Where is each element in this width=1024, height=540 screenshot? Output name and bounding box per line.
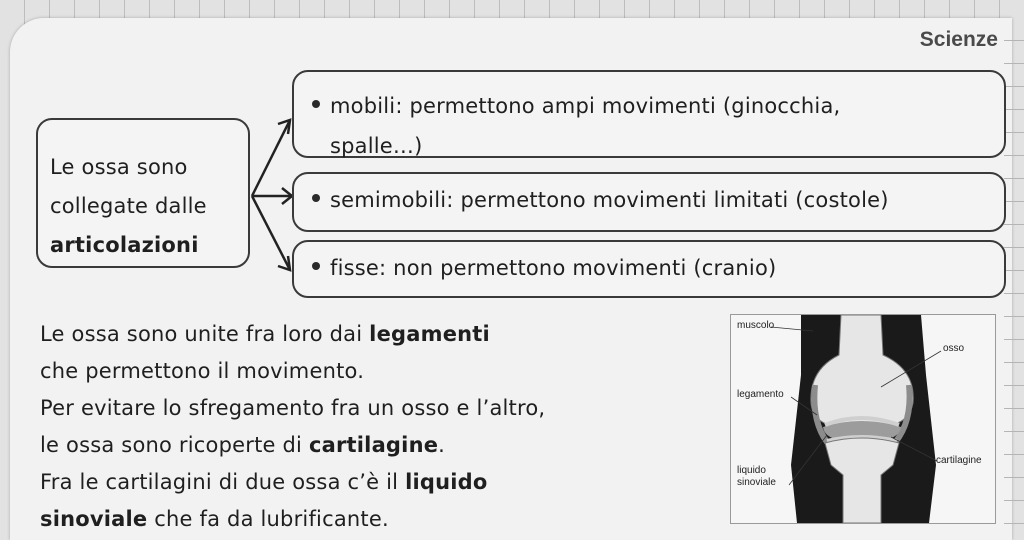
text-line-5: Fra le cartilagini di due ossa c’è il	[40, 470, 406, 494]
page-edge-lines	[1004, 18, 1024, 540]
concept-source-box	[36, 118, 250, 268]
knee-joint-diagram	[730, 314, 996, 524]
term-sinoviale: sinoviale	[40, 507, 148, 531]
bullet-icon	[312, 194, 320, 202]
bullet-icon	[312, 262, 320, 270]
bullet-icon	[312, 100, 320, 108]
source-line-2: collegate dalle	[50, 194, 207, 218]
source-line-3: articolazioni	[50, 233, 199, 257]
text-line-4: le ossa sono ricoperte di	[40, 433, 309, 457]
option-mobili-line1: mobili: permettono ampi movimenti (ginocchia,	[330, 94, 841, 118]
label-legamento: legamento	[737, 389, 784, 400]
text-line-4-end: .	[438, 433, 446, 457]
label-liquido: liquido	[737, 465, 766, 476]
option-fisse-text: fisse: non permettono movimenti (cranio)	[330, 256, 777, 280]
term-cartilagine: cartilagine	[308, 433, 439, 457]
label-muscolo: muscolo	[737, 320, 775, 331]
text-line-3: Per evitare lo sfregamento fra un osso e l’altro,	[40, 396, 546, 420]
label-cartilagine: cartilagine	[936, 455, 982, 466]
option-semimobili	[292, 172, 1006, 232]
label-sinoviale: sinoviale	[737, 477, 776, 488]
text-line-2: che permettono il movimento.	[40, 359, 365, 383]
label-osso: osso	[943, 343, 965, 354]
term-liquido: liquido	[405, 470, 488, 494]
option-fisse	[292, 240, 1006, 298]
option-mobili	[292, 70, 1006, 158]
subject-header: Scienze	[919, 28, 998, 51]
text-line-1: Le ossa sono unite fra loro dai	[40, 322, 370, 346]
body-paragraph	[40, 316, 680, 538]
connector-arrows	[248, 110, 298, 280]
option-semimobili-text: semimobili: permettono movimenti limitati (costole)	[330, 188, 889, 212]
source-line-1: Le ossa sono	[50, 155, 188, 179]
option-mobili-line2: spalle…)	[330, 134, 423, 158]
text-line-6: che fa da lubrificante.	[147, 507, 389, 531]
term-legamenti: legamenti	[369, 322, 490, 346]
